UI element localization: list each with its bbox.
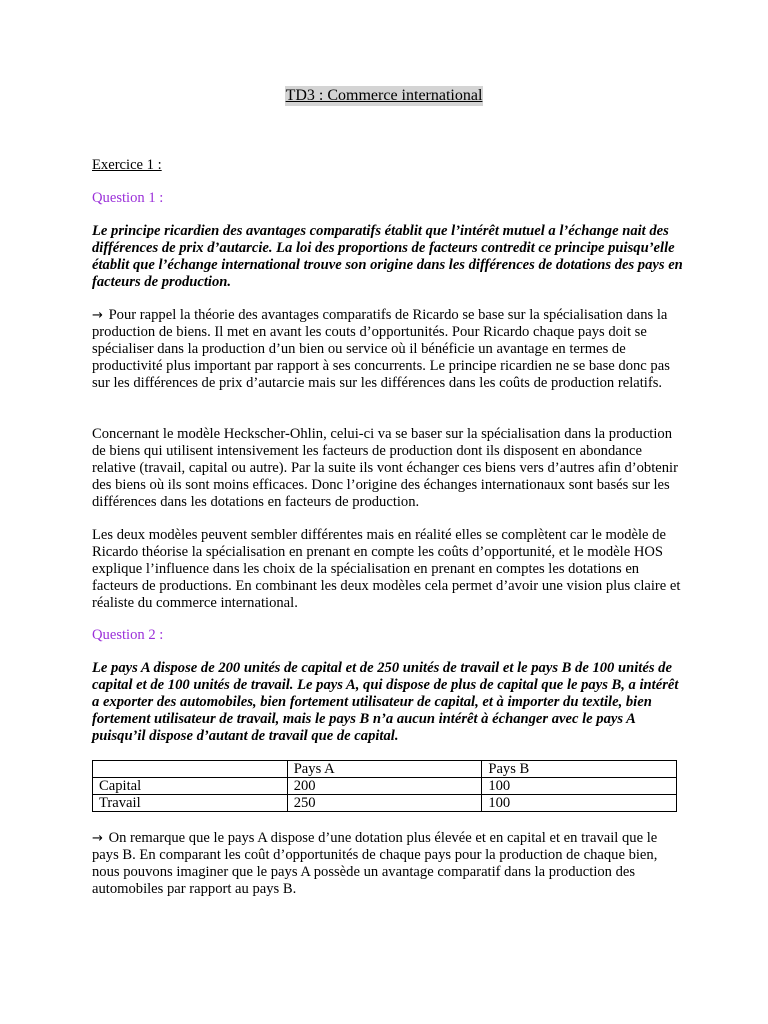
table-cell: Capital — [93, 778, 288, 795]
exercise-heading: Exercice 1 : — [92, 157, 162, 173]
table-header-cell — [93, 761, 288, 778]
question-1-paragraph-ricardo — [92, 307, 684, 392]
table-cell: 100 — [482, 778, 677, 795]
question-1-paragraph-conclusion: Les deux modèles peuvent sembler différentes mais en réalité elles se complètent car le modèle de Ricardo théorise la spécialisation en prenant en compte les coûts d’opportunité, et le modèle HOS explique l’influence dans les choix de la spécialisation en prenant en comptes les dotations en facteurs de productions. En combinant les deux modèles cela permet d’avoir une vision plus claire et réaliste du commerce international. — [92, 527, 681, 611]
question-2-paragraph-answer — [92, 830, 684, 898]
table-row — [93, 795, 677, 812]
arrow-right-icon: → — [92, 308, 103, 323]
paragraph-text: Pour rappel la théorie des avantages comparatifs de Ricardo se base sur la spécialisation dans la production de biens. Il met en avant les couts d’opportunités. Pour Ricardo chaque pays doit se spécialiser dans la production d’un bien ou service où il bénéficie un avantage en termes de productivité plus important par rapport à ses concurrents. Le principe ricardien ne se base donc pas sur les différences de prix d’autarcie mais sur les différences dans les coûts de production relatifs. — [92, 307, 670, 391]
question-1-heading: Question 1 : — [92, 190, 164, 206]
question-2-statement: Le pays A dispose de 200 unités de capital et de 250 unités de travail et le pays B de 100 unités de capital et de 100 unités de travail. Le pays A, qui dispose de plus de capital que le pays B, a intérêt a exporter des automobiles, bien fortement utilisateur de capital, et à importer du textile, bien fortement utilisateur de travail, mais le pays B n’a aucun intérêt à échanger avec le pays A puisqu’il dispose d’autant de travail que de capital. — [92, 660, 679, 744]
title-wrapper — [0, 86, 768, 106]
table-cell: 250 — [287, 795, 482, 812]
table-cell: 200 — [287, 778, 482, 795]
endowment-table — [92, 760, 677, 812]
paragraph-text: On remarque que le pays A dispose d’une dotation plus élevée et en capital et en travail que le pays B. En comparant les coût d’opportunités de chaque pays pour la production de chaque bien, nous pouvons imaginer que le pays A possède un avantage comparatif dans la production des automobiles par rapport au pays B. — [92, 830, 658, 897]
table-cell: 100 — [482, 795, 677, 812]
arrow-right-icon: → — [92, 831, 103, 846]
document-title: TD3 : Commerce international — [285, 87, 483, 104]
question-1-paragraph-hos: Concernant le modèle Heckscher-Ohlin, celui-ci va se baser sur la spécialisation dans la production de biens qui utilisent intensivement les facteurs de production dont ils disposent en abondance relative (travail, capital ou autre). Par la suite ils vont échanger ces biens vers d’autres afin d’obtenir des biens où ils sont moins efficaces. Donc l’origine des échanges internationaux sont basés sur les différences dans les dotations en facteurs de production. — [92, 426, 678, 510]
table-row — [93, 778, 677, 795]
question-1-statement: Le principe ricardien des avantages comparatifs établit que l’intérêt mutuel a l’échange nait des différences de prix d’autarcie. La loi des proportions de facteurs contredit ce principe puisqu’elle établit que l’échange international trouve son origine dans les différences de dotations des pays en facteurs de production. — [92, 223, 683, 290]
table-cell: Travail — [93, 795, 288, 812]
table-header-cell: Pays B — [482, 761, 677, 778]
question-2-heading: Question 2 : — [92, 627, 164, 643]
table-header-row — [93, 761, 677, 778]
table-header-cell: Pays A — [287, 761, 482, 778]
